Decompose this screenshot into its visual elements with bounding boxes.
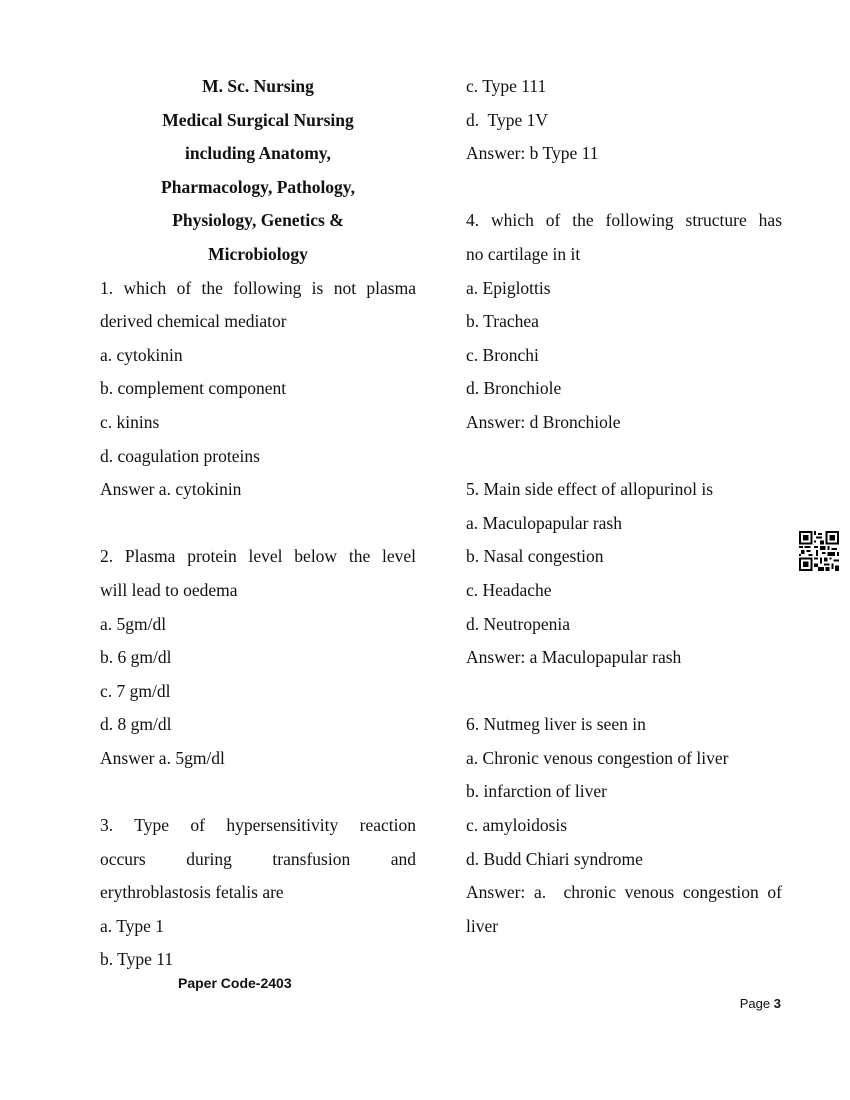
question-4-option: a. Epiglottis — [466, 277, 551, 298]
question-2-option: d. 8 gm/dl — [100, 714, 172, 735]
question-6-option: a. Chronic venous congestion of liver — [466, 747, 729, 768]
question-4-stem: 4. which of the following structure has — [466, 210, 782, 231]
question-5-option: b. Nasal congestion — [466, 546, 604, 567]
page-label: Page — [739, 996, 771, 1011]
question-3-option: c. Type 111 — [466, 76, 547, 96]
spacer — [100, 775, 416, 809]
question-6-option: d. Budd Chiari syndrome — [466, 848, 643, 869]
question-2-option: b. 6 gm/dl — [100, 647, 172, 668]
question-1-option: c. kinins — [100, 411, 160, 432]
question-1-option: b. complement component — [100, 378, 287, 399]
title-line: Microbiology — [208, 243, 308, 264]
question-2-stem: will lead to oedema — [100, 579, 238, 600]
question-5-option: d. Neutropenia — [466, 613, 570, 634]
qr-code-icon[interactable] — [799, 531, 839, 571]
question-1-stem: derived chemical mediator — [100, 311, 287, 332]
question-3-option: a. Type 1 — [100, 915, 165, 936]
question-3-stem: occurs during transfusion and — [100, 848, 416, 869]
question-1-option: a. cytokinin — [100, 344, 183, 365]
question-2-option: a. 5gm/dl — [100, 613, 167, 634]
question-3-stem: 3. Type of hypersensitivity reaction — [100, 815, 416, 836]
question-6-stem: 6. Nutmeg liver is seen in — [466, 714, 646, 735]
title-line: M. Sc. Nursing — [202, 76, 314, 96]
question-6-answer: liver — [466, 915, 499, 936]
paper-code: Paper Code-2403 — [178, 975, 292, 991]
question-1-stem: 1. which of the following is not plasma — [100, 277, 416, 298]
question-6-option: b. infarction of liver — [466, 781, 607, 802]
spacer — [466, 171, 782, 205]
question-3-option: d. Type 1V — [466, 109, 549, 130]
question-4-option: d. Bronchiole — [466, 378, 562, 399]
question-3-stem: erythroblastosis fetalis are — [100, 882, 284, 903]
question-1-option: d. coagulation proteins — [100, 445, 260, 466]
spacer — [466, 440, 782, 474]
spacer — [466, 675, 782, 709]
question-2-answer: Answer a. 5gm/dl — [100, 747, 225, 768]
title-line: Pharmacology, Pathology, — [161, 176, 355, 197]
question-5-option: a. Maculopapular rash — [466, 512, 622, 533]
question-4-stem: no cartilage in it — [466, 243, 581, 264]
title-line: Physiology, Genetics & — [172, 210, 344, 231]
question-1-answer: Answer a. cytokinin — [100, 479, 242, 500]
question-2-stem: 2. Plasma protein level below the level — [100, 546, 416, 567]
question-4-option: c. Bronchi — [466, 344, 539, 365]
left-column — [100, 70, 416, 977]
spacer — [100, 507, 416, 541]
title-line: including Anatomy, — [185, 143, 331, 164]
page-number — [740, 996, 781, 1011]
question-3-answer: Answer: b Type 11 — [466, 143, 599, 164]
question-6-answer: Answer: a. chronic venous congestion of — [466, 882, 782, 903]
question-5-option: c. Headache — [466, 579, 552, 600]
question-4-option: b. Trachea — [466, 311, 539, 332]
question-4-answer: Answer: d Bronchiole — [466, 411, 621, 432]
question-5-answer: Answer: a Maculopapular rash — [466, 647, 682, 668]
page-number-value: 3 — [773, 996, 781, 1011]
question-5-stem: 5. Main side effect of allopurinol is — [466, 479, 714, 500]
question-2-option: c. 7 gm/dl — [100, 680, 171, 701]
question-3-option: b. Type 11 — [100, 949, 174, 970]
right-column — [466, 70, 782, 943]
question-6-option: c. amyloidosis — [466, 815, 568, 836]
title-line: Medical Surgical Nursing — [162, 109, 354, 130]
